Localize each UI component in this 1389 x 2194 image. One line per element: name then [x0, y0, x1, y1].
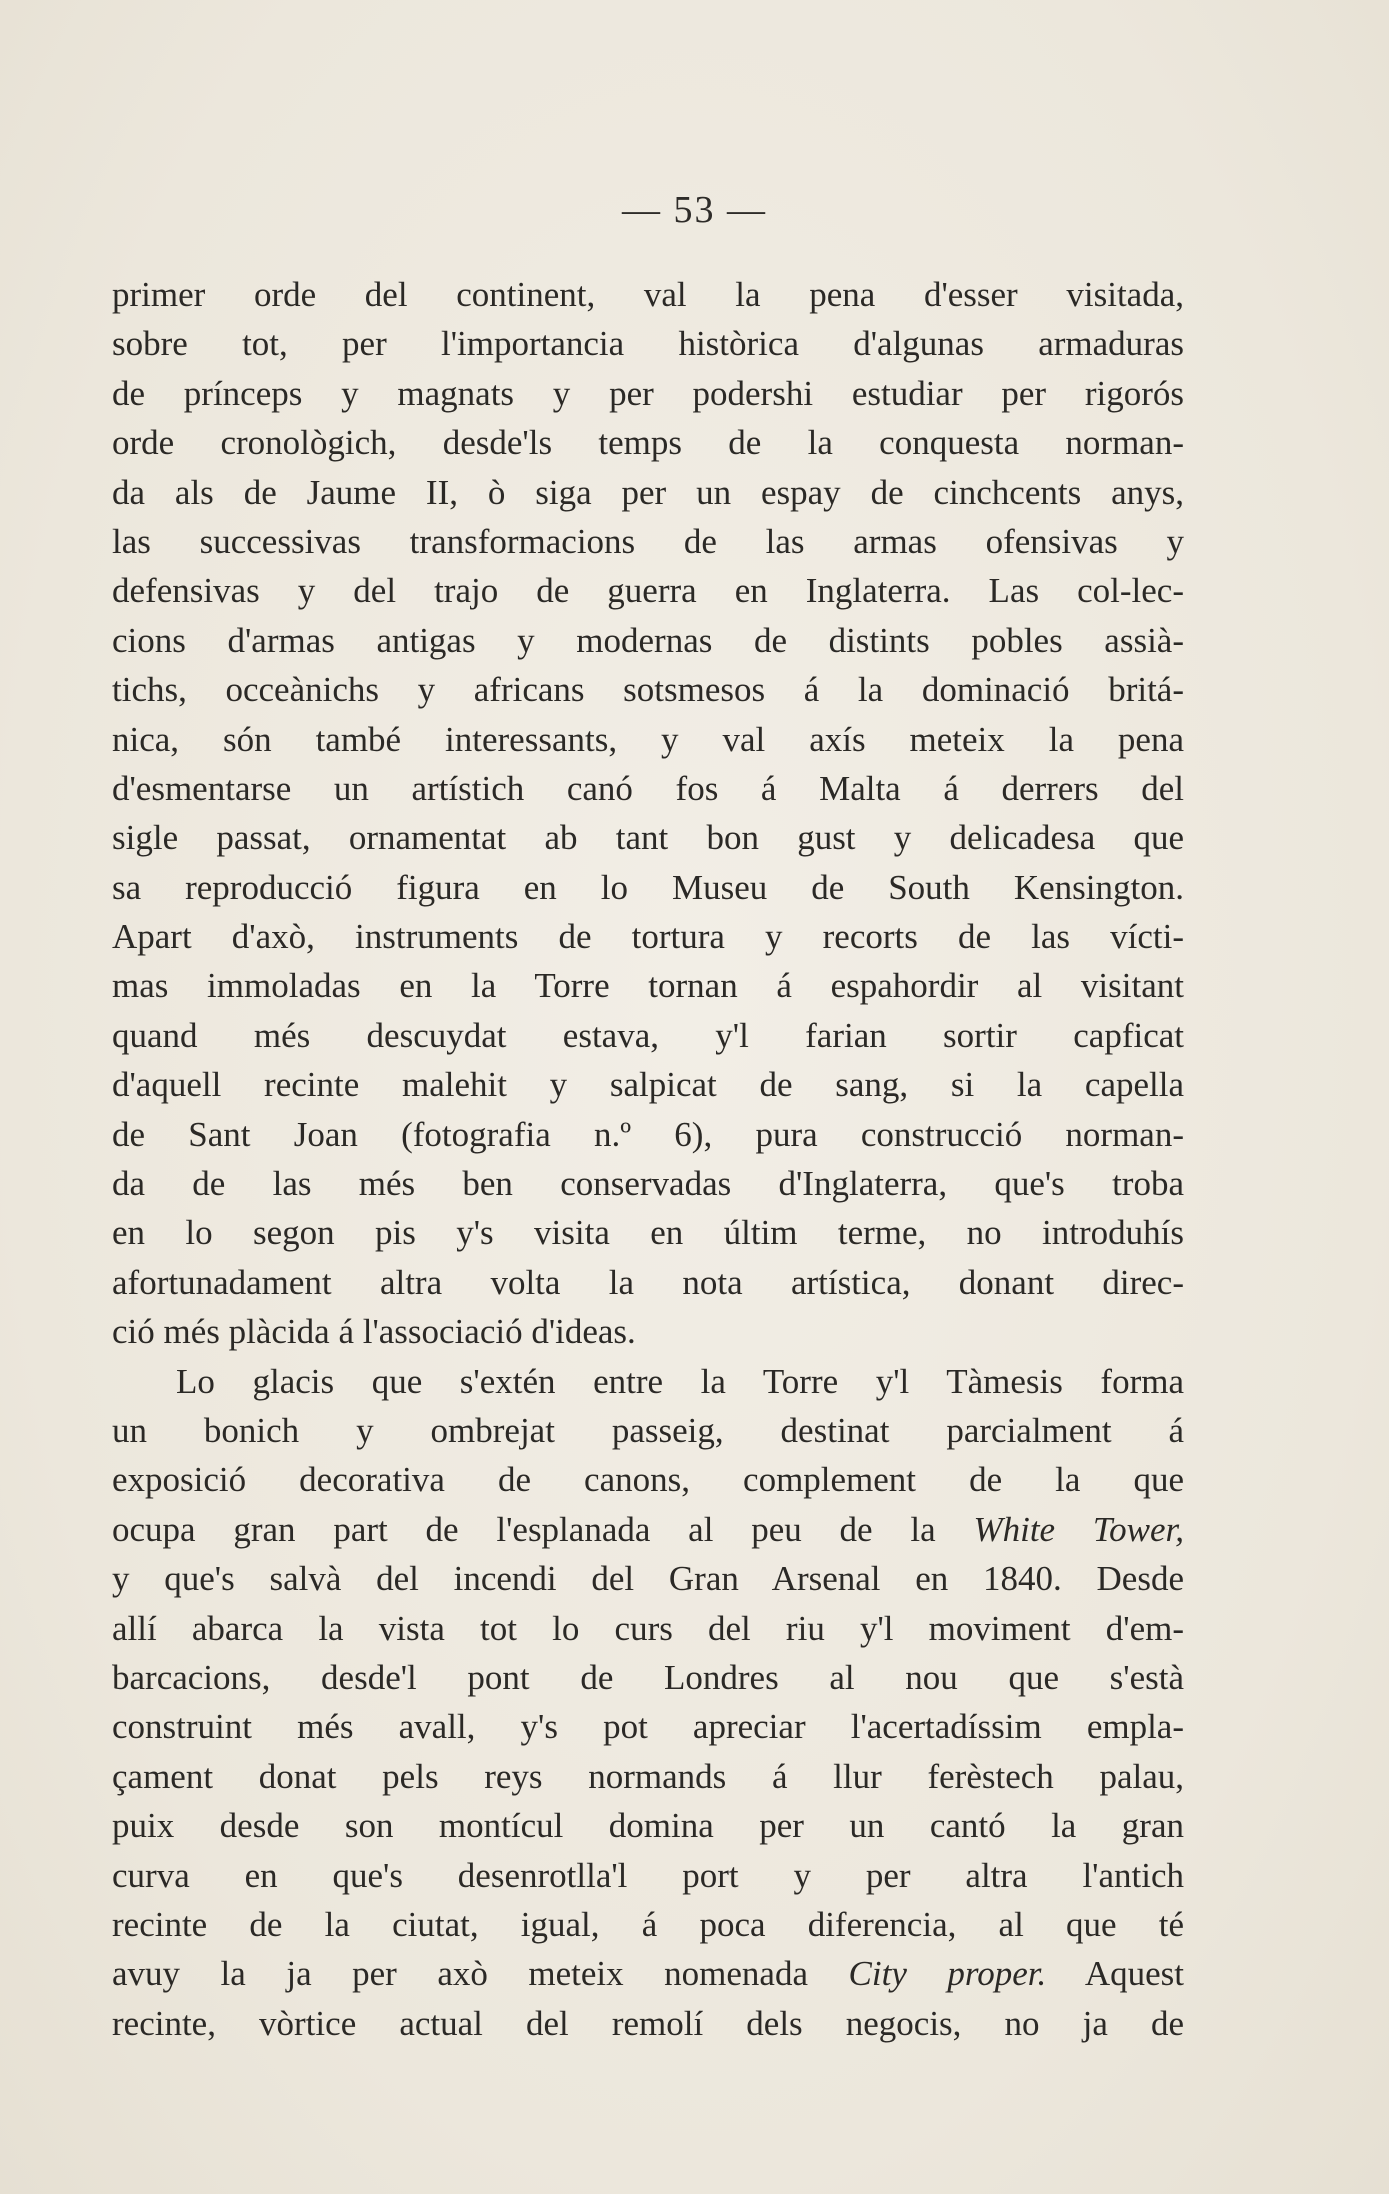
text-line: puix desde son montícul domina per un cantó la gran [112, 1806, 1184, 1846]
text-line: orde cronològich, desde'ls temps de la conquesta norman- [112, 423, 1184, 463]
text-line: recinte, vòrtice actual del remolí dels negocis, no ja de [112, 2003, 1184, 2043]
text-line: barcacions, desde'l pont de Londres al nou que s'està [112, 1657, 1184, 1697]
text-line: d'aquell recinte malehit y salpicat de sang, si la capella [112, 1065, 1184, 1105]
text-line: recinte de la ciutat, igual, á poca diferencia, al que té [112, 1904, 1184, 1944]
text-line: cions d'armas antigas y modernas de distints pobles assià- [112, 620, 1184, 660]
text-line: curva en que's desenrotlla'l port y per altra l'antich [112, 1855, 1184, 1895]
text-line: tichs, occeànichs y africans sotsmesos á la dominació britá- [112, 670, 1184, 710]
text-line: de Sant Joan (fotografia n.º 6), pura construcció norman- [112, 1114, 1184, 1154]
text-line: mas immoladas en la Torre tornan á espahordir al visitant [112, 966, 1184, 1006]
text-line: afortunadament altra volta la nota artística, donant direc- [112, 1262, 1184, 1302]
text-line: un bonich y ombrejat passeig, destinat parcialment á [112, 1410, 1184, 1450]
text-line: avuy la ja per axò meteix nomenada City proper. Aquest [112, 1954, 1184, 1994]
text-line: construint més avall, y's pot apreciar l'acertadíssim empla- [112, 1707, 1184, 1747]
text-line: y que's salvà del incendi del Gran Arsenal en 1840. Desde [112, 1559, 1184, 1599]
italic-text: City proper. [848, 1954, 1047, 1994]
text-line: quand més descuydat estava, y'l farian sortir capficat [112, 1015, 1184, 1055]
text-line: en lo segon pis y's visita en últim terme, no introduhís [112, 1213, 1184, 1253]
text-line: d'esmentarse un artístich canó fos á Malta á derrers del [112, 768, 1184, 808]
text-line: Apart d'axò, instruments de tortura y recorts de las vícti- [112, 917, 1184, 957]
body-text [112, 270, 1184, 2048]
text-line: Lo glacis que s'extén entre la Torre y'l Tàmesis forma [176, 1361, 1184, 1401]
text-line: ció més plàcida á l'associació d'ideas. [112, 1312, 636, 1352]
text-line: ocupa gran part de l'esplanada al peu de la White Tower, [112, 1509, 1184, 1549]
page-number: — 53 — [622, 189, 767, 231]
text-line: sa reproducció figura en lo Museu de South Kensington. [112, 867, 1184, 907]
text-line: sigle passat, ornamentat ab tant bon gust y delicadesa que [112, 818, 1184, 858]
text-line: defensivas y del trajo de guerra en Inglaterra. Las col-lec- [112, 571, 1184, 611]
text-line: de prínceps y magnats y per podershi estudiar per rigorós [112, 373, 1184, 413]
text-line: primer orde del continent, val la pena d'esser visitada, [112, 275, 1184, 314]
text-line: exposició decorativa de canons, complement de la que [112, 1460, 1184, 1500]
text-line: çament donat pels reys normands á llur ferèstech palau, [112, 1756, 1184, 1796]
text-line: sobre tot, per l'importancia històrica d'algunas armaduras [112, 324, 1184, 364]
text-line: da als de Jaume II, ò siga per un espay de cinchcents anys, [112, 472, 1184, 512]
text-line: allí abarca la vista tot lo curs del riu y'l moviment d'em- [112, 1608, 1184, 1648]
text-line: da de las més ben conservadas d'Inglaterra, que's troba [112, 1164, 1184, 1204]
text-line: las successivas transformacions de las armas ofensivas y [112, 521, 1184, 561]
italic-text: White Tower, [973, 1509, 1184, 1549]
text-line: nica, són també interessants, y val axís meteix la pena [112, 719, 1184, 759]
